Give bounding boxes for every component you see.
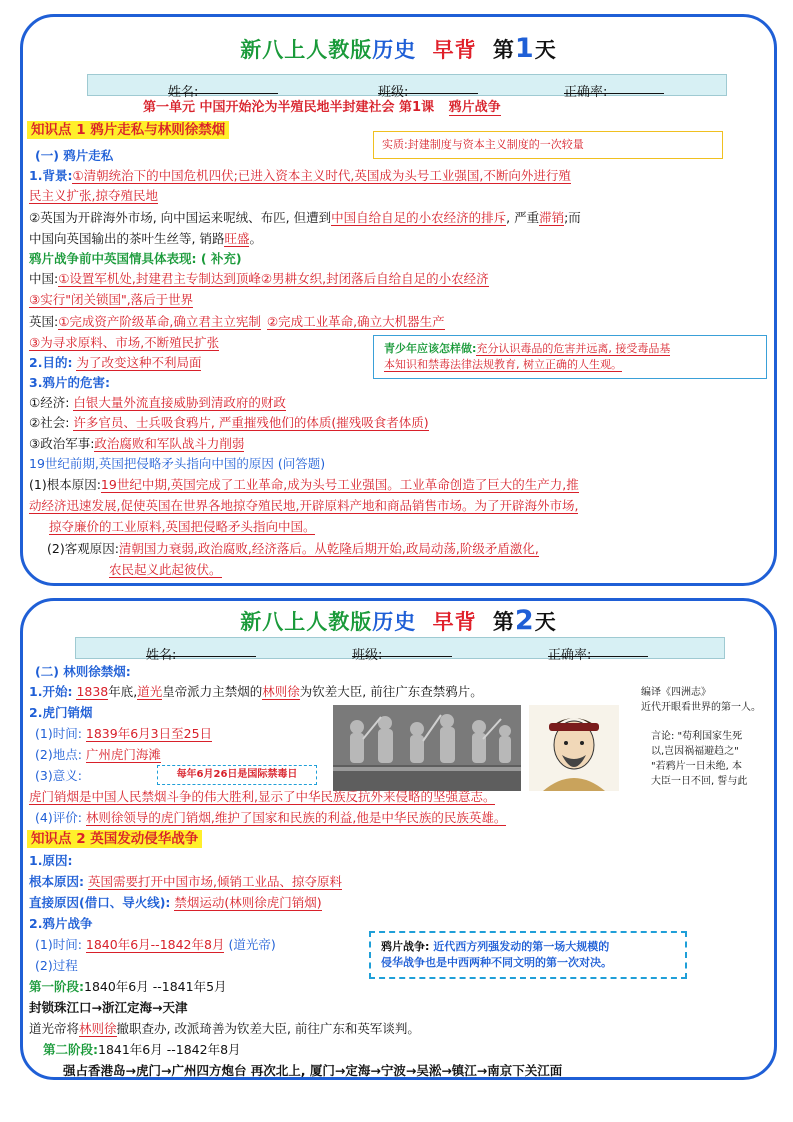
meaning-label: (3)意义: [35, 768, 82, 783]
china-line2: ③实行"闭关锁国",落后于世界 [29, 292, 194, 307]
day2-card [20, 598, 777, 1080]
bg-line3: 中国向英国输出的茶叶生丝等, 销路旺盛。 [29, 231, 262, 246]
root-line2: 动经济迅速发展,促使英国在世界各地掠夺殖民地,开辟原料产地和商品销售市场。为了开辟海外市场, [29, 498, 579, 513]
phase1-note: 道光帝将林则徐撤职查办, 改派琦善为钦差大臣, 前往广东和英军谈判。 [29, 1021, 420, 1036]
process-label: (2)过程 [35, 958, 78, 973]
uk-line1: 英国:①完成资产阶级革命,确立君主立宪制 ②完成工业革命,确立大机器生产 [29, 314, 445, 329]
situation-heading: 鸦片战争前中英国情具体表现: ( 补充) [29, 251, 242, 266]
direct-cause: 直接原因(借口、导火线): 禁烟运动(林则徐虎门销烟) [29, 895, 322, 910]
bg-line2: ②英国为开辟海外市场, 向中国运来呢绒、布匹, 但遭到中国自给自足的小农经济的排斥, 严重滞销;而 [29, 210, 581, 225]
cause-heading: 1.原因: [29, 853, 73, 868]
day2-name-bar: 姓名: 班级: 正确率: [75, 637, 725, 659]
uk-line2: ③为寻求原料、市场,不断殖民扩张 [29, 335, 220, 350]
purpose-line: 2.目的: 为了改变这种不利局面 [29, 355, 202, 370]
unit-heading: 第一单元 中国开始沦为半殖民地半封建社会 第1课 鸦片战争 [143, 100, 501, 115]
kp2-heading: 知识点 2 英国发动侵华战争 [27, 830, 202, 848]
meaning-line: 虎门销烟是中国人民禁烟斗争的伟大胜利,显示了中华民族反抗外来侵略的坚强意志。 [29, 789, 496, 804]
lin-zexu-portrait [529, 705, 619, 791]
day1-title: 新八上人教版历史 早背 第1天 [240, 33, 557, 64]
start-line: 1.开始: 1838年底,道光皇帝派力主禁烟的林则徐为钦差大臣, 前往广东查禁鸦片。 [29, 684, 483, 699]
root-cause: 根本原因: 英国需要打开中国市场,倾销工业品、掠夺原料 [29, 874, 342, 889]
harm-heading: 3.鸦片的危害: [29, 375, 110, 390]
phase2-line: 第二阶段:1841年6月 --1842年8月 [43, 1042, 241, 1057]
war-time: (1)时间: 1840年6月--1842年8月 (道光帝) [35, 937, 276, 952]
section2-heading: (二) 林则徐禁烟: [35, 664, 131, 679]
accuracy-blank-2[interactable] [548, 644, 648, 657]
humen-relief-photo [333, 705, 521, 791]
reason-question: 19世纪前期,英国把侵略矛头指向中国的原因 (问答题) [29, 456, 326, 471]
essence-box: 实质:封建制度与资本主义制度的一次较量 [373, 131, 723, 159]
harm-1: ①经济: 白银大量外流直接威胁到清政府的财政 [29, 395, 286, 410]
eval-line: (4)评价: 林则徐领导的虎门销烟,维护了国家和民族的利益,他是中华民族的民族英雄。 [35, 810, 507, 825]
antidrug-day-box: 每年6月26日是国际禁毒日 [157, 765, 317, 785]
youth-box: 青少年应该怎样做:充分认识毒品的危害并远离, 接受毒品基 本知识和禁毒法律法规教育, 树立正确的人生观。 [373, 335, 767, 379]
war-note-box: 鸦片战争: 近代西方列强发动的第一场大规模的 侵华战争也是中西两种不同文明的第一次对决。 [369, 931, 687, 979]
section1-heading: (一) 鸦片走私 [35, 148, 114, 163]
bg-line1: 1.背景:①清朝统治下的中国危机四伏;已进入资本主义时代,英国成为头号工业强国,不断向外进行殖 [29, 168, 571, 183]
day2-title: 新八上人教版历史 早背 第2天 [240, 605, 557, 636]
accuracy-blank[interactable] [564, 81, 664, 94]
class-blank-2[interactable] [352, 644, 452, 657]
lin-side-note: 编译《四洲志》 近代开眼看世界的第一人。 [641, 687, 761, 713]
name-blank[interactable] [168, 81, 278, 94]
humen-place: (2)地点: 广州虎门海滩 [35, 747, 161, 762]
humen-time: (1)时间: 1839年6月3日至25日 [35, 726, 213, 741]
day1-card [20, 14, 777, 586]
name-blank-2[interactable] [146, 644, 256, 657]
harm-3: ③政治军事:政治腐败和军队战斗力削弱 [29, 436, 245, 451]
phase1-line: 第一阶段:1840年6月 --1841年5月 [29, 979, 227, 994]
day1-name-bar: 姓名: 班级: 正确率: [87, 74, 727, 96]
bg-line1b: 民主义扩张,掠夺殖民地 [29, 188, 158, 203]
phase1-route: 封锁珠江口→浙江定海→天津 [29, 1000, 188, 1015]
class-blank[interactable] [378, 81, 478, 94]
root-line3: 掠夺廉价的工业原料,英国把侵略矛头指向中国。 [49, 519, 316, 534]
obj-line1: (2)客观原因:清朝国力衰弱,政治腐败,经济落后。从乾隆后期开始,政局动荡,阶级矛盾激化, [47, 541, 539, 556]
kp1-heading: 知识点 1 鸦片走私与林则徐禁烟 [27, 121, 229, 139]
root-line1: (1)根本原因:19世纪中期,英国完成了工业革命,成为头号工业强国。工业革命创造了巨大的生产力,推 [29, 477, 579, 492]
lin-quote: 言论: "苟利国家生死 以,岂因祸福避趋之" "若鸦片一日未绝, 本 大臣一日不回, 誓与此 [651, 731, 748, 787]
war-heading: 2.鸦片战争 [29, 916, 93, 931]
humen-heading: 2.虎门销烟 [29, 705, 93, 720]
harm-2: ②社会: 许多官员、士兵吸食鸦片, 严重摧残他们的体质(摧残吸食者体质) [29, 415, 429, 430]
obj-line2: 农民起义此起彼伏。 [109, 562, 222, 577]
phase2-route: 强占香港岛→虎门→广州四方炮台 再次北上, 厦门→定海→宁波→吴淞→镇江→南京下关江面 [63, 1063, 563, 1078]
china-line1: 中国:①设置军机处,封建君主专制达到顶峰②男耕女织,封闭落后自给自足的小农经济 [29, 271, 489, 286]
